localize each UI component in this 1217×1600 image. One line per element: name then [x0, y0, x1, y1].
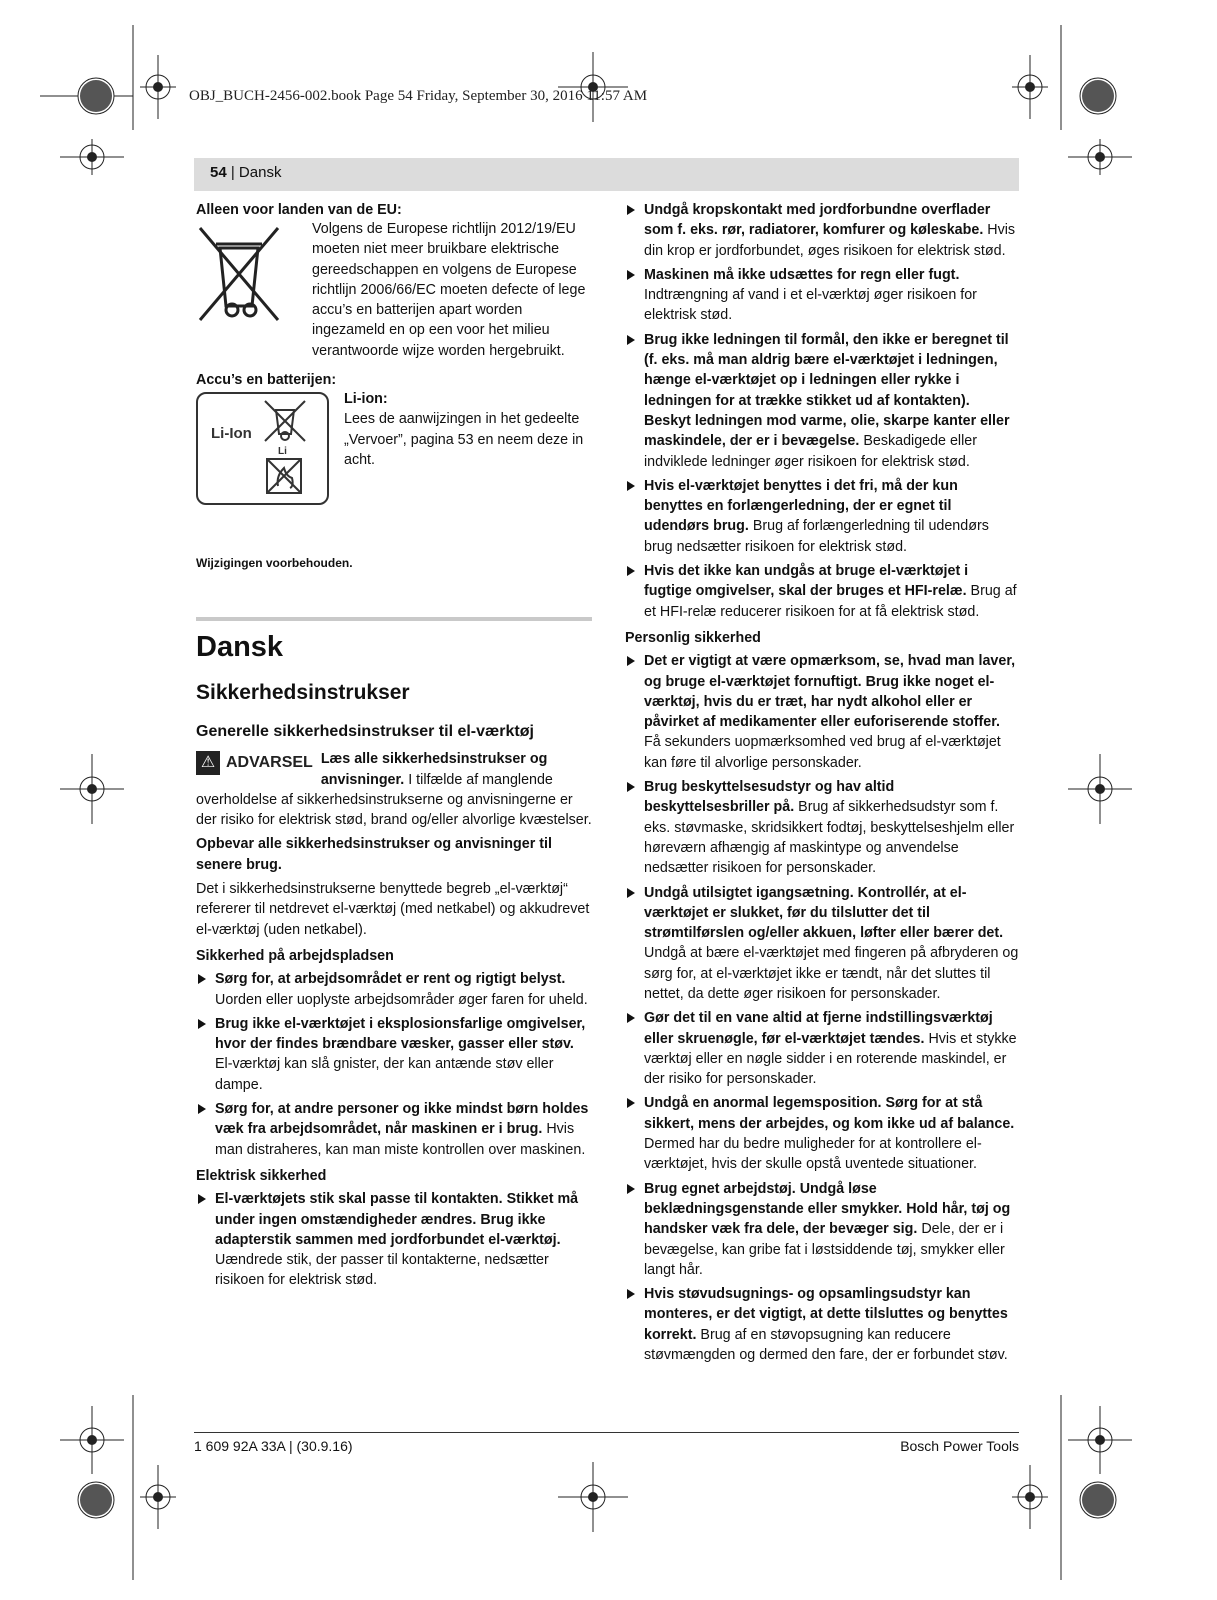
page-header-separator: | [226, 164, 239, 181]
page-header [194, 158, 1019, 191]
li-ion-box-label: Li-Ion [211, 425, 252, 442]
keep-instructions-text: Det i sikkerhedsinstrukserne benyttede begreb „el-værktøj“ refererer til netdrevet el-værktøj (med netkabel) og akkudrevet el-værktøj (uden netkabel). [196, 881, 590, 938]
warning-word: ADVARSEL [226, 754, 313, 772]
footer-doc-number: 1 609 92A 33A | (30.9.16) [194, 1438, 353, 1454]
personal-safety-list [625, 651, 1019, 1365]
electrical-safety-list-continued [625, 200, 1019, 622]
warning-paragraph [196, 749, 592, 830]
crossed-bin-icon [196, 224, 282, 324]
li-ion-info [344, 389, 592, 470]
page-number: 54 [210, 164, 227, 181]
job-header: OBJ_BUCH-2456-002.book Page 54 Friday, September 30, 2016 11:57 AM [189, 88, 648, 104]
li-ion-label: Li-ion: [344, 391, 388, 407]
li-small-label: Li [278, 446, 287, 457]
li-ion-text: Lees de aanwijzingen in het gedeelte „Vervoer”, pagina 53 en neem deze in acht. [344, 411, 584, 468]
work-area-title: Sikkerhed på arbejdspladsen [196, 947, 394, 964]
battery-heading: Accu’s en batterijen: [196, 372, 337, 388]
list-item: Gør det til en vane altid at fjerne indstillingsværktøj eller skruenøgle, før el-værktøjet tændes. Hvis et stykke værktøj eller en nøgle sidder i en roterende maskindel, er der risiko for personskader. [625, 1008, 1019, 1089]
list-item: Undgå utilsigtet igangsætning. Kontrollér, at el-værktøjet er slukket, før du tilslutter det til strømtilførslen og/eller akkuen, løfter eller bærer det. Undgå at bære el-værktøjet med fingeren på afbryderen og sørg for, at el-værktøjet ikke er tændt, når det sluttes til nettet, da dette øger risikoen for personskader. [625, 883, 1019, 1005]
change-note: Wijzigingen voorbehouden. [196, 556, 353, 570]
warning-bold: Læs alle sikkerhedsinstrukser og anvisninger. [320, 751, 548, 788]
list-item: Hvis støvudsugnings- og opsamlingsudstyr kan monteres, er det vigtigt, at dette tilsluttes og benyttes korrekt. Brug af en støvopsugning kan reducere støvmængden og dermed den fare, der er forbundet støv. [625, 1284, 1019, 1365]
list-item: Brug egnet arbejdstøj. Undgå løse beklædningsgenstande eller smykker. Hold hår, tøj og handsker væk fra dele, der bevæger sig. Dele, der er i bevægelse, kan gribe fat i løstsiddende tøj, smykker eller langt hår. [625, 1179, 1019, 1280]
footer-divider [194, 1432, 1019, 1433]
list-item: Sørg for, at arbejdsområdet er rent og rigtigt belyst. Uorden eller uoplyste arbejdsområder øger faren for uheld. [196, 969, 592, 1010]
footer-brand: Bosch Power Tools [900, 1438, 1019, 1454]
warning-text: I tilfælde af manglende overholdelse af sikkerhedsinstrukserne og anvisningerne er der risiko for elektrisk stød, brand og/eller alvorlige kvæstelser. [196, 771, 592, 829]
list-item: Hvis el-værktøjet benyttes i det fri, må der kun benyttes en forlængerledning, der er egnet til udendørs brug. Brug af forlængerledning til udendørs brug nedsætter risikoen for elektrisk stød. [625, 476, 1019, 557]
eu-heading: Alleen voor landen van de EU: [196, 202, 402, 218]
list-item: Sørg for, at andre personer og ikke mindst børn holdes væk fra arbejdsområdet, når maskinen er i brug. Hvis man distraheres, kan man miste kontrollen over maskinen. [196, 1099, 592, 1160]
electrical-safety-list [196, 1189, 592, 1290]
eu-text: Volgens de Europese richtlijn 2012/19/EU moeten niet meer bruikbare elektrische gereedschappen en volgens de Europese richtlijn 2006/66/EC moeten defecte of lege accu’s en batterijen apart worden ingezameld en op een voor het milieu verantwoorde wijze worden hergebruikt. [312, 221, 586, 359]
list-item: Hvis det ikke kan undgås at bruge el-værktøjet i fugtige omgivelser, skal der bruges et HFI-relæ. Brug af et HFI-relæ reducerer risikoen for at få elektrisk stød. [625, 561, 1019, 622]
language-heading: Dansk [196, 631, 284, 664]
eu-disposal-block [196, 200, 592, 370]
list-item: Det er vigtigt at være opmærksom, se, hvad man laver, og bruge el-værktøjet fornuftigt. Brug ikke noget el-værktøj, hvis du er træt, har nydt alkohol eller er påvirket af medikamenter eller euforiserende stoffer. Få sekunders uopmærksomhed ved brug af el-værktøjet kan føre til alvorlige personskader. [625, 651, 1019, 773]
page-header-language: Dansk [238, 164, 282, 181]
list-item: Brug beskyttelsesudstyr og hav altid beskyttelsesbriller på. Brug af sikkerhedsudstyr som f. eks. støvmaske, skridsikkert fodtøj, beskyttelseshjelm eller høreværn afhængig af maskintype og anvendelse nedsætter risikoen for personskader. [625, 777, 1019, 878]
list-item: El-værktøjets stik skal passe til kontakten. Stikket må under ingen omstændigheder ændres. Brug ikke adapterstik sammen med jordforbundet el-værktøj. Uændrede stik, der passer til kontakterne, nedsætter risikoen for elektrisk stød. [196, 1189, 592, 1290]
warning-badge [196, 751, 313, 775]
general-safety-heading: Generelle sikkerhedsinstrukser til el-værktøj [196, 723, 534, 741]
warning-icon: ⚠ [196, 751, 220, 775]
electrical-safety-title: Elektrisk sikkerhed [196, 1167, 327, 1184]
work-area-list [196, 969, 592, 1160]
list-item: Undgå en anormal legemsposition. Sørg for at stå sikkert, mens der arbejdes, og kom ikke ud af balance. Dermed har du bedre muligheder for at kontrollere el-værktøjet, hvis der skulle opstå uventede situationer. [625, 1093, 1019, 1174]
list-item: Undgå kropskontakt med jordforbundne overflader som f. eks. rør, radiatorer, komfurer og køleskabe. Hvis din krop er jordforbundet, øges risikoen for elektrisk stød. [625, 200, 1019, 261]
battery-block [196, 370, 592, 505]
list-item: Brug ikke el-værktøjet i eksplosionsfarlige omgivelser, hvor der findes brændbare væsker, gasser eller støv. El-værktøj kan slå gnister, der kan antænde støv eller dampe. [196, 1014, 592, 1095]
personal-safety-title: Personlig sikkerhed [625, 629, 761, 646]
keep-instructions-bold: Opbevar alle sikkerhedsinstrukser og anvisninger til senere brug. [196, 836, 552, 873]
crossed-bin-small-icon [262, 398, 308, 444]
list-item: Brug ikke ledningen til formål, den ikke er beregnet til (f. eks. må man aldrig bære el-værktøjet i ledningen, hænge el-værktøjet op i ledningen eller rykke i ledningen for at trække stikket ud af kontakten). Beskyt ledningen mod varme, olie, skarpe kanter eller maskindele, der er i bevægelse. Beskadigede eller indviklede ledninger øger risikoen for elektrisk stød. [625, 330, 1019, 472]
section-divider [196, 617, 592, 621]
safety-heading: Sikkerhedsinstrukser [196, 681, 410, 705]
left-column [196, 200, 592, 1295]
right-column [625, 200, 1019, 1369]
crossed-fire-icon [264, 456, 304, 496]
list-item: Maskinen må ikke udsættes for regn eller fugt. Indtrængning af vand i et el-værktøj øger risikoen for elektrisk stød. [625, 265, 1019, 326]
li-ion-symbol-box [196, 392, 329, 505]
